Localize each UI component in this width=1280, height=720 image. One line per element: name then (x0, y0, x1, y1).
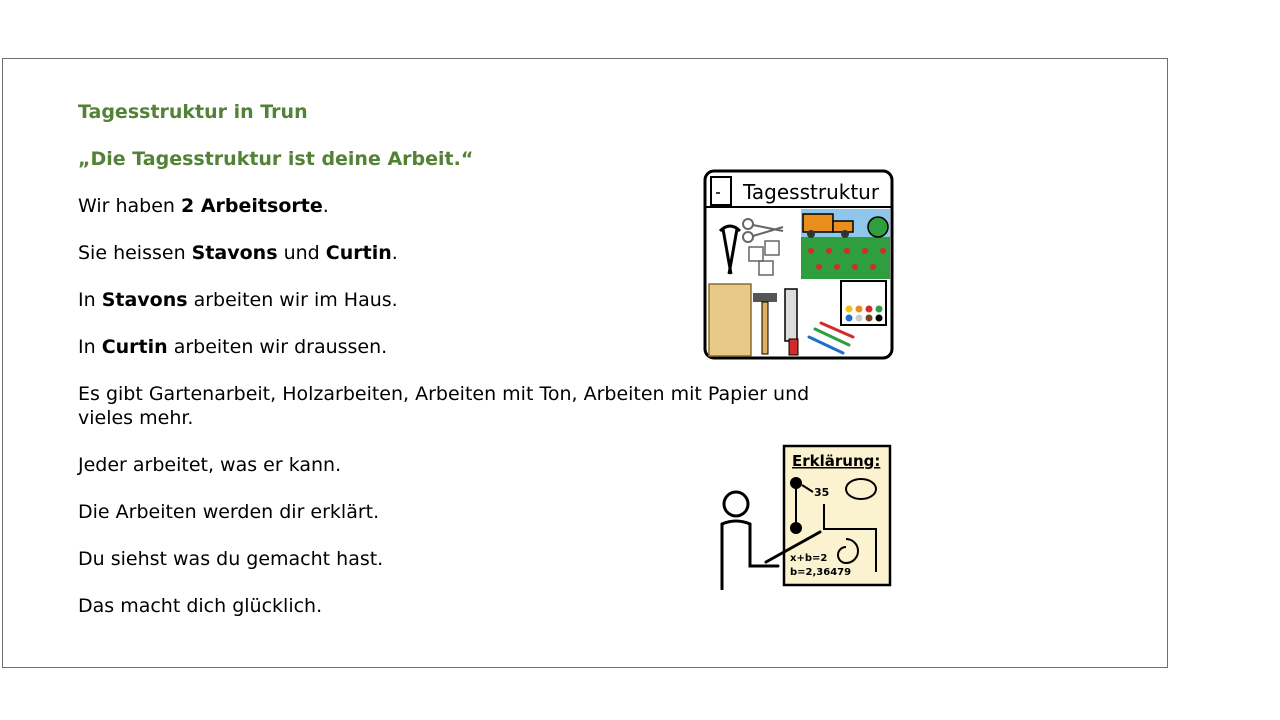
paragraph-activities: Es gibt Gartenarbeit, Holzarbeiten, Arbeiten mit Ton, Arbeiten mit Papier und vieles mehr. (78, 383, 810, 429)
paragraph-ability: Jeder arbeitet, was er kann. (78, 454, 342, 476)
document-title: Tagesstruktur in Trun (78, 101, 308, 123)
paragraph-explained: Die Arbeiten werden dir erklärt. (78, 501, 380, 523)
explanation-pictogram (716, 444, 894, 590)
tree-icon (868, 217, 888, 237)
poster-formula-2: b=2,36479 (790, 567, 852, 578)
line-stavons: In Stavons arbeiten wir im Haus. (78, 289, 398, 311)
paragraph-result: Du siehst was du gemacht hast. (78, 548, 384, 570)
poster-heading: Erklärung: (792, 452, 881, 470)
wood-board-icon (709, 284, 751, 356)
paragraph-happy: Das macht dich glücklich. (78, 595, 323, 617)
paint-box-icon (841, 281, 886, 325)
line-names: Sie heissen Stavons und Curtin. (78, 242, 398, 264)
tagesstruktur-label: Tagesstruktur (743, 180, 880, 204)
poster-formula-1: x+b=2 (790, 553, 828, 564)
tagesstruktur-pictogram (703, 169, 894, 360)
line-arbeitsorte: Wir haben 2 Arbeitsorte. (78, 195, 329, 217)
poster-number: 35 (814, 486, 830, 499)
line-curtin: In Curtin arbeiten wir draussen. (78, 336, 388, 358)
document-quote: „Die Tagesstruktur ist deine Arbeit.“ (78, 148, 474, 170)
